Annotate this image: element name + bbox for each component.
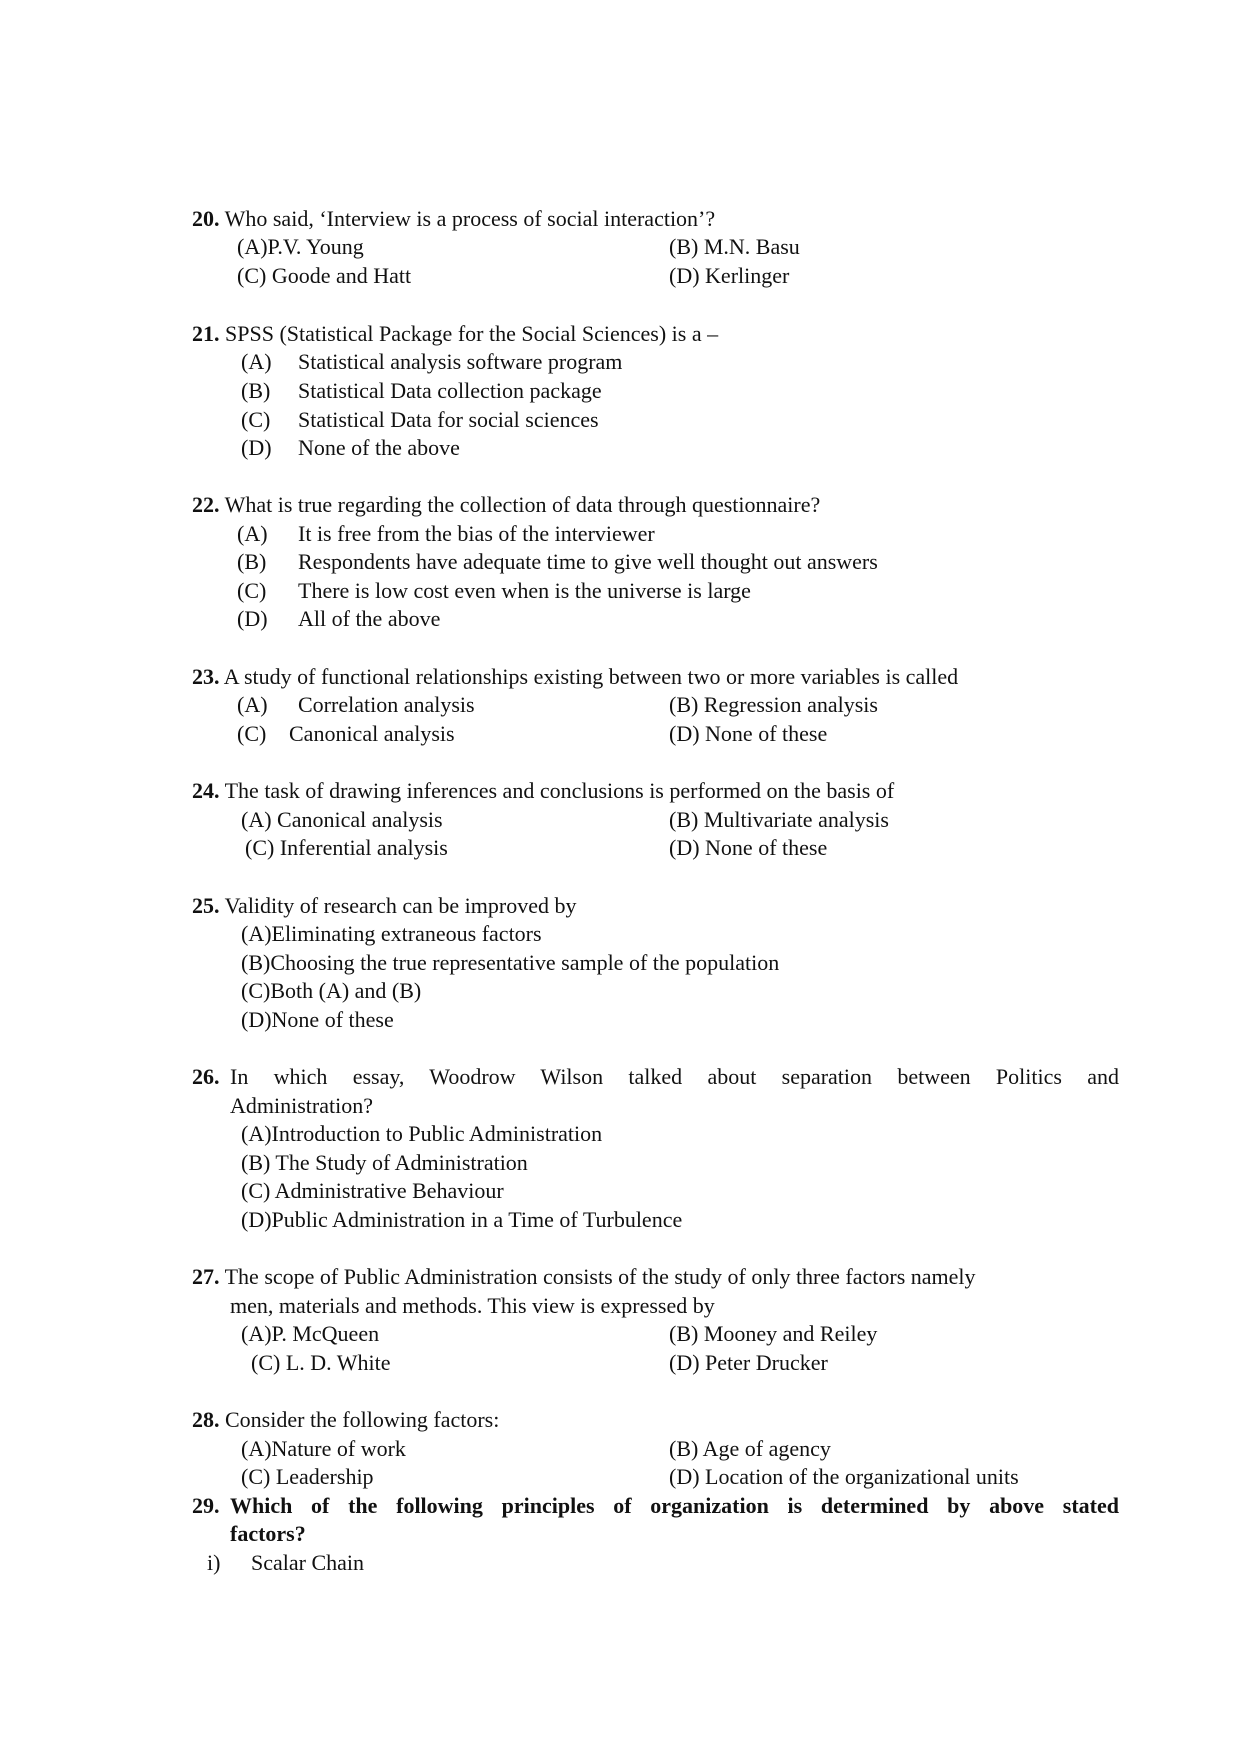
question-number: 26. — [192, 1064, 220, 1089]
option-c: (C) Administrative Behaviour — [241, 1178, 504, 1203]
question-number: 22. — [192, 492, 220, 517]
question-text: A study of functional relationships existing between two or more variables is called — [223, 664, 959, 689]
question-28 — [192, 1406, 499, 1434]
question-24 — [192, 777, 894, 805]
option-a: (A)Nature of work — [241, 1436, 406, 1461]
question-text: SPSS (Statistical Package for the Social Sciences) is a – — [225, 321, 719, 346]
option-a-label: (A) — [237, 692, 268, 717]
question-21 — [192, 320, 718, 348]
question-number: 29. — [192, 1493, 220, 1518]
option-c-label: (C) — [241, 407, 271, 432]
option-a: (A)P.V. Young — [237, 234, 364, 259]
question-25 — [192, 892, 576, 920]
option-d: (D) Location of the organizational units — [669, 1464, 1019, 1489]
option-b: (B) Mooney and Reiley — [669, 1321, 878, 1346]
option-b: (B) Multivariate analysis — [669, 807, 889, 832]
option-d: All of the above — [298, 606, 441, 631]
option-a: (A)Introduction to Public Administration — [241, 1121, 603, 1146]
question-29-number — [192, 1492, 220, 1520]
option-a: Correlation analysis — [298, 692, 475, 717]
option-c-label: (C) — [237, 578, 267, 603]
option-c-label: (C) — [237, 721, 267, 746]
question-number: 21. — [192, 321, 220, 346]
option-c: (C) L. D. White — [251, 1350, 391, 1375]
question-22 — [192, 491, 820, 519]
question-number: 23. — [192, 664, 220, 689]
question-text-line-1: In which essay, Woodrow Wilson talked about separation between Politics and — [230, 1064, 1119, 1089]
question-number: 25. — [192, 893, 220, 918]
option-d: (D) None of these — [669, 835, 828, 860]
option-a: (A)Eliminating extraneous factors — [241, 921, 542, 946]
question-23 — [192, 663, 958, 691]
option-c: (C) Leadership — [241, 1464, 374, 1489]
option-a: Statistical analysis software program — [298, 349, 623, 374]
option-d: (D) Kerlinger — [669, 263, 790, 288]
option-a: It is free from the bias of the interviewer — [298, 521, 655, 546]
question-text: Consider the following factors: — [225, 1407, 500, 1432]
option-d: (D) Peter Drucker — [669, 1350, 828, 1375]
option-a: (A) Canonical analysis — [241, 807, 443, 832]
option-c: (C) Goode and Hatt — [237, 263, 412, 288]
question-20 — [192, 205, 715, 233]
option-i: Scalar Chain — [251, 1550, 365, 1575]
option-c: (C) Inferential analysis — [245, 835, 448, 860]
question-text: The task of drawing inferences and conclusions is performed on the basis of — [224, 778, 895, 803]
option-c: Statistical Data for social sciences — [298, 407, 599, 432]
question-number: 24. — [192, 778, 220, 803]
question-27 — [192, 1263, 976, 1291]
option-c: (C)Both (A) and (B) — [241, 978, 422, 1003]
question-number: 28. — [192, 1407, 220, 1432]
question-text-line-2: Administration? — [230, 1093, 373, 1118]
option-i-label: i) — [207, 1550, 221, 1575]
question-text-line-2: men, materials and methods. This view is expressed by — [230, 1293, 715, 1318]
option-c: Canonical analysis — [289, 721, 455, 746]
option-d-label: (D) — [237, 606, 268, 631]
question-number: 27. — [192, 1264, 220, 1289]
option-d: (D)Public Administration in a Time of Turbulence — [241, 1207, 683, 1232]
option-a-label: (A) — [237, 521, 268, 546]
question-text-line-1: Which of the following principles of organization is determined by above stated — [230, 1493, 1119, 1518]
question-26-number — [192, 1063, 220, 1091]
option-c: There is low cost even when is the universe is large — [298, 578, 751, 603]
option-d-label: (D) — [241, 435, 272, 460]
question-text: Who said, ‘Interview is a process of social interaction’? — [224, 206, 716, 231]
option-b: (B) Age of agency — [669, 1436, 831, 1461]
option-d: (D) None of these — [669, 721, 828, 746]
option-b-label: (B) — [241, 378, 271, 403]
question-text: What is true regarding the collection of data through questionnaire? — [224, 492, 821, 517]
question-text-line-2: factors? — [230, 1521, 306, 1546]
option-b-label: (B) — [237, 549, 267, 574]
option-a: (A)P. McQueen — [241, 1321, 380, 1346]
option-a-label: (A) — [241, 349, 272, 374]
option-b: (B) Regression analysis — [669, 692, 878, 717]
option-d: (D)None of these — [241, 1007, 394, 1032]
question-number: 20. — [192, 206, 220, 231]
option-d: None of the above — [298, 435, 460, 460]
option-b: (B) M.N. Basu — [669, 234, 800, 259]
question-text-line-1: The scope of Public Administration consists of the study of only three factors namely — [224, 1264, 976, 1289]
question-text: Validity of research can be improved by — [224, 893, 577, 918]
option-b: (B)Choosing the true representative sample of the population — [241, 950, 780, 975]
option-b: Statistical Data collection package — [298, 378, 602, 403]
option-b: (B) The Study of Administration — [241, 1150, 528, 1175]
option-b: Respondents have adequate time to give well thought out answers — [298, 549, 878, 574]
